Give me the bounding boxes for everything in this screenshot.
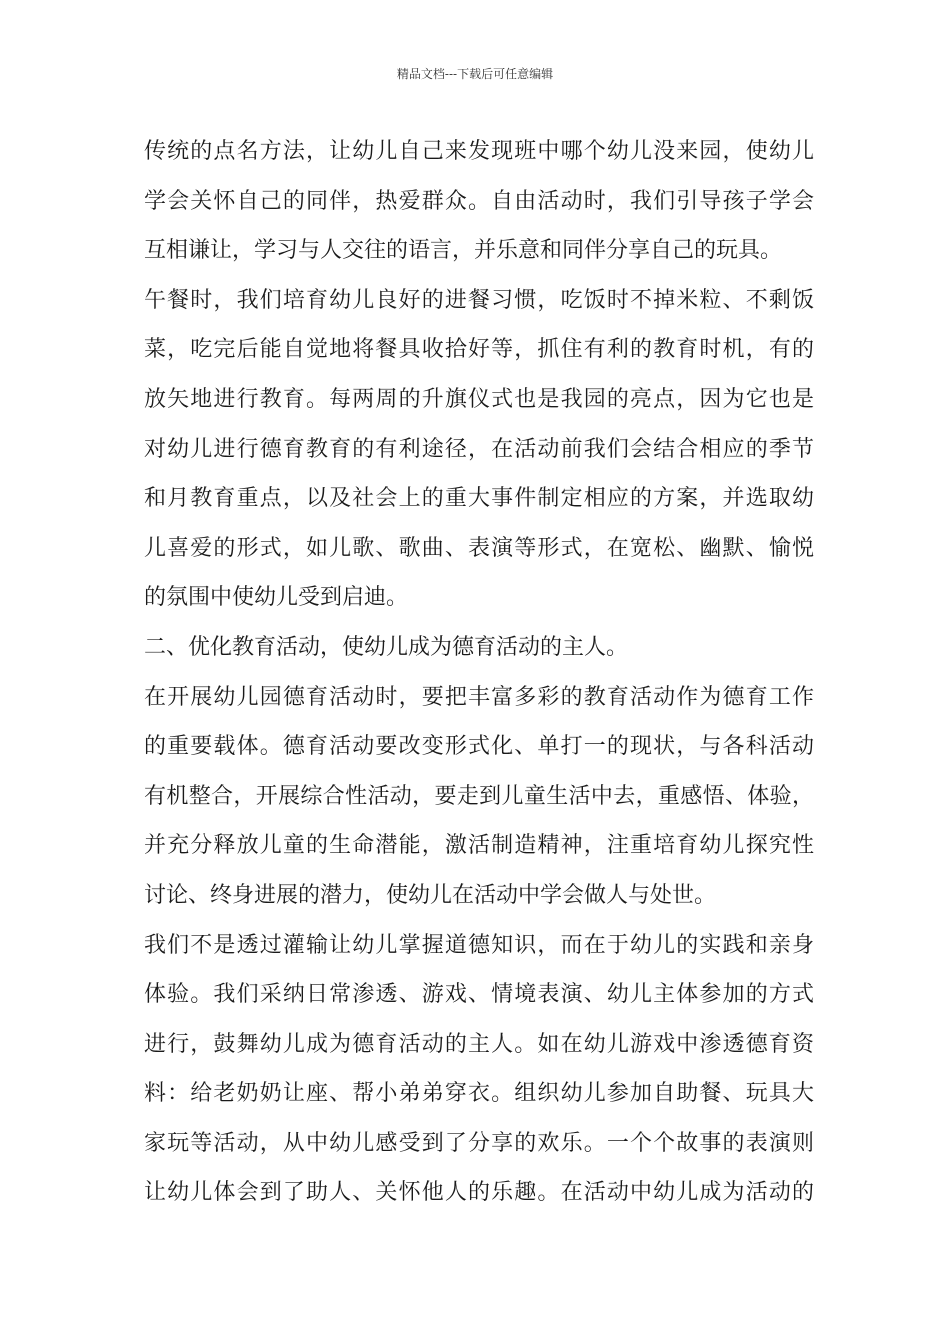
section-heading: 二、优化教育活动，使幼儿成为德育活动的主人。 — [144, 634, 629, 660]
text-line: 有机整合，开展综合性活动，要走到儿童生活中去，重感悟、体验， — [144, 783, 814, 809]
text-line: 我们不是透过灌输让幼儿掌握道德知识，而在于幼儿的实践和亲身 — [144, 932, 814, 958]
text-line: 的重要载体。德育活动要改变形式化、单打一的现状，与各科活动 — [144, 734, 814, 760]
text-line: 学会关怀自己的同伴，热爱群众。自由活动时，我们引导孩子学会 — [144, 188, 814, 214]
text-line: 对幼儿进行德育教育的有利途径，在活动前我们会结合相应的季节 — [144, 436, 814, 462]
text-line: 在开展幼儿园德育活动时，要把丰富多彩的教育活动作为德育工作 — [144, 684, 814, 710]
text-line: 体验。我们采纳日常渗透、游戏、情境表演、幼儿主体参加的方式 — [144, 982, 814, 1008]
text-line: 的氛围中使幼儿受到启迪。 — [144, 585, 409, 611]
text-line: 和月教育重点，以及社会上的重大事件制定相应的方案，并选取幼 — [144, 486, 814, 512]
document-body — [144, 127, 814, 1218]
text-line: 放矢地进行教育。每两周的升旗仪式也是我园的亮点，因为它也是 — [144, 386, 814, 412]
text-line: 让幼儿体会到了助人、关怀他人的乐趣。在活动中幼儿成为活动的 — [144, 1180, 814, 1206]
text-line: 午餐时，我们培育幼儿良好的进餐习惯，吃饭时不掉米粒、不剩饭 — [144, 287, 814, 313]
text-line: 进行，鼓舞幼儿成为德育活动的主人。如在幼儿游戏中渗透德育资 — [144, 1031, 814, 1057]
text-line: 讨论、终身进展的潜力，使幼儿在活动中学会做人与处世。 — [144, 882, 717, 908]
text-line: 料：给老奶奶让座、帮小弟弟穿衣。组织幼儿参加自助餐、玩具大 — [144, 1081, 814, 1107]
text-line: 儿喜爱的形式，如儿歌、歌曲、表演等形式，在宽松、幽默、愉悦 — [144, 535, 814, 561]
text-line: 并充分释放儿童的生命潜能，激活制造精神，注重培育幼儿探究性 — [144, 833, 814, 859]
text-line: 互相谦让，学习与人交往的语言，并乐意和同伴分享自己的玩具。 — [144, 238, 783, 264]
page-header: 精品文档---下载后可任意编辑 — [396, 67, 554, 81]
text-line: 家玩等活动，从中幼儿感受到了分享的欢乐。一个个故事的表演则 — [144, 1130, 814, 1156]
text-line: 传统的点名方法，让幼儿自己来发现班中哪个幼儿没来园，使幼儿 — [144, 139, 814, 164]
text-line: 菜，吃完后能自觉地将餐具收拾好等，抓住有利的教育时机，有的 — [144, 337, 814, 363]
